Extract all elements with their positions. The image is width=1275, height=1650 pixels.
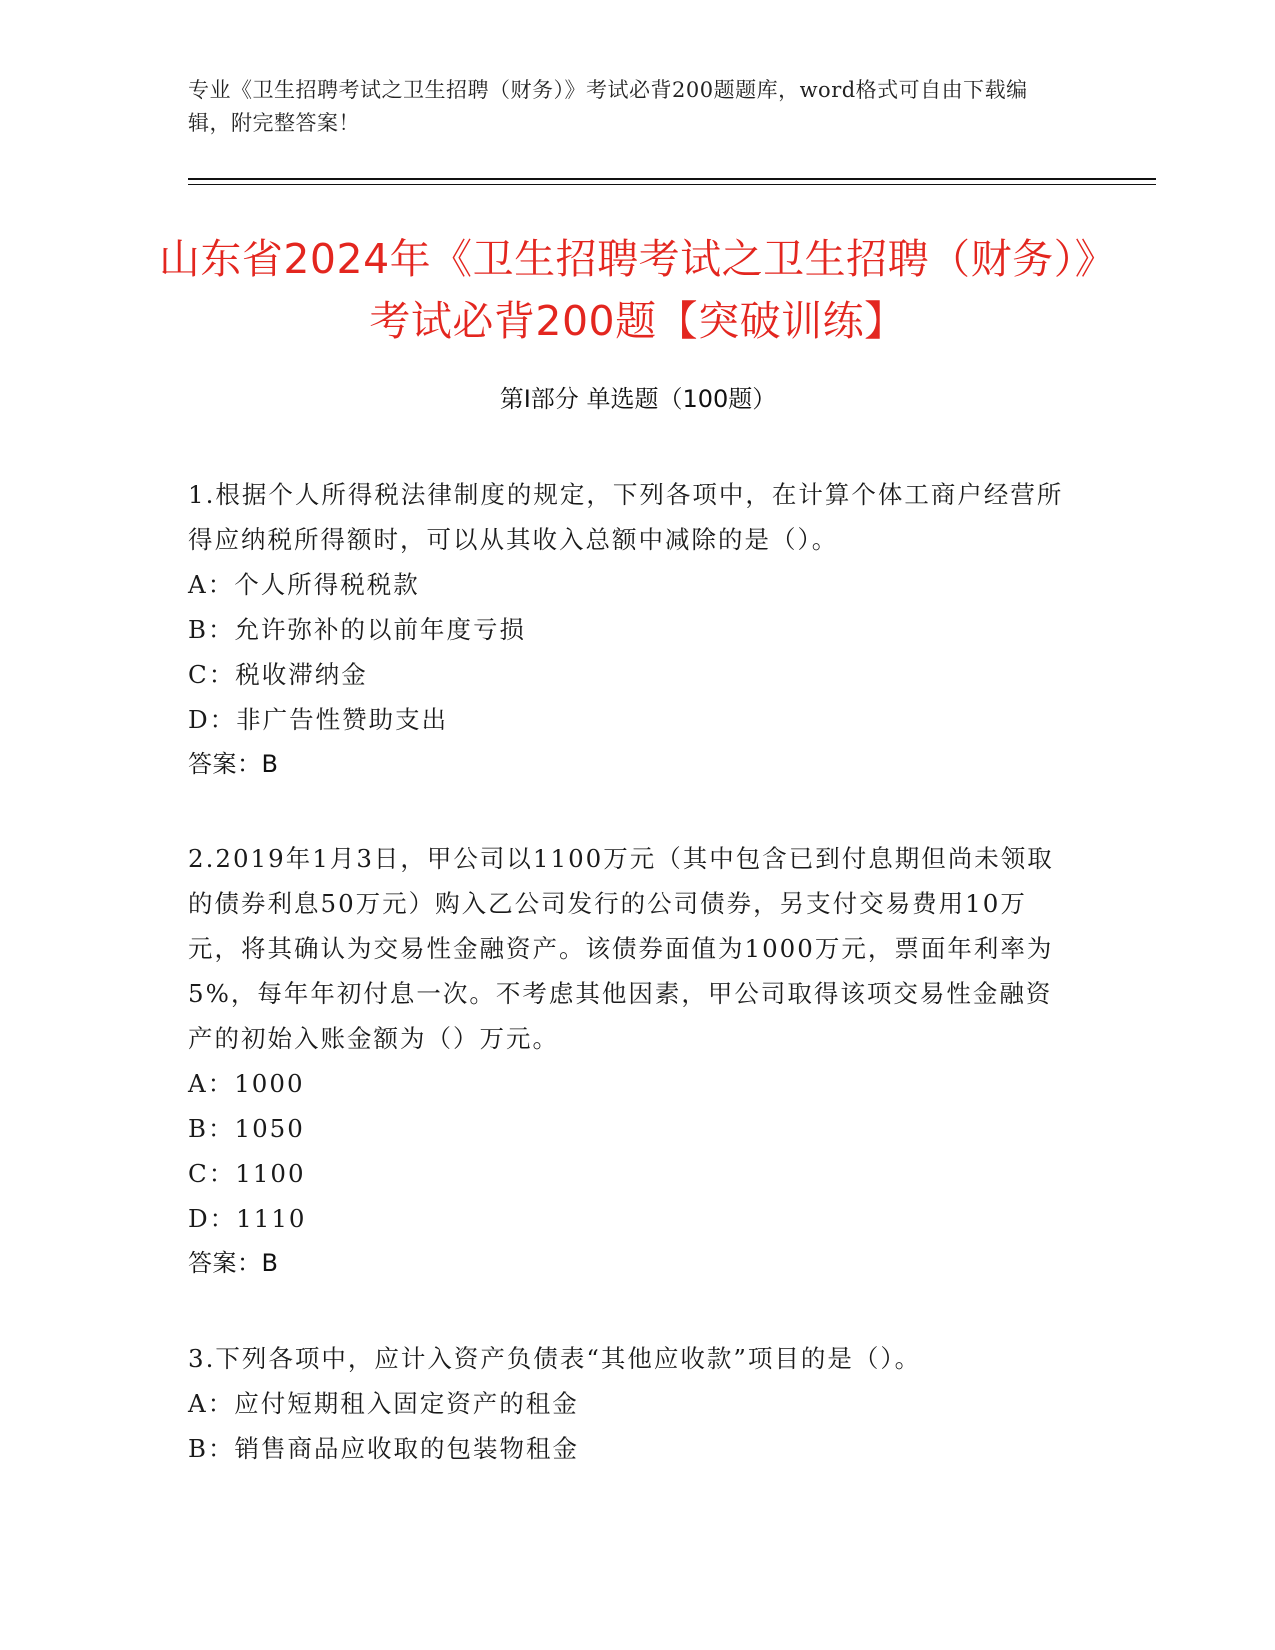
question-1: [188, 472, 1078, 787]
header-divider-thin: [188, 184, 1156, 185]
option-a: A：1000: [188, 1069, 305, 1098]
document-title: 山东省2024年《卫生招聘考试之卫生招聘（财务）》考试必背200题【突破训练】: [158, 235, 1117, 345]
question-stem: 3.下列各项中，应计入资产负债表“其他应收款”项目的是（）。: [188, 1344, 922, 1373]
option-d: D：非广告性赞助支出: [188, 705, 449, 734]
option-c: C：1100: [188, 1159, 306, 1188]
question-2: [188, 836, 1078, 1286]
option-b: B：允许弥补的以前年度亏损: [188, 615, 527, 644]
question-stem: 2.2019年1月3日，甲公司以1100万元（其中包含已到付息期但尚未领取的债券利息50万元）购入乙公司发行的公司债券，另支付交易费用10万元，将其确认为交易性金融资产。该债券面值为1000万元，票面年利率为5%，每年年初付息一次。不考虑其他因素，甲公司取得该项交易性金融资产的初始入账金额为（）万元。: [188, 844, 1054, 1053]
header-divider-thick: [188, 178, 1156, 180]
option-a: A：个人所得税税款: [188, 570, 420, 599]
section-heading: 第Ⅰ部分 单选题（100题）: [499, 385, 777, 413]
option-b: B：销售商品应收取的包装物租金: [188, 1434, 580, 1463]
header-note: 专业《卫生招聘考试之卫生招聘（财务）》考试必背200题题库，word格式可自由下载编辑，附完整答案！: [188, 78, 1028, 135]
question-stem: 1.根据个人所得税法律制度的规定，下列各项中，在计算个体工商户经营所得应纳税所得额时，可以从其收入总额中减除的是（）。: [188, 480, 1064, 554]
option-a: A：应付短期租入固定资产的租金: [188, 1389, 579, 1418]
answer: 答案：B: [188, 750, 279, 778]
option-d: D：1110: [188, 1204, 307, 1233]
answer: 答案：B: [188, 1249, 279, 1277]
option-c: C：税收滞纳金: [188, 660, 368, 689]
question-3: [188, 1336, 1078, 1471]
option-b: B：1050: [188, 1114, 305, 1143]
